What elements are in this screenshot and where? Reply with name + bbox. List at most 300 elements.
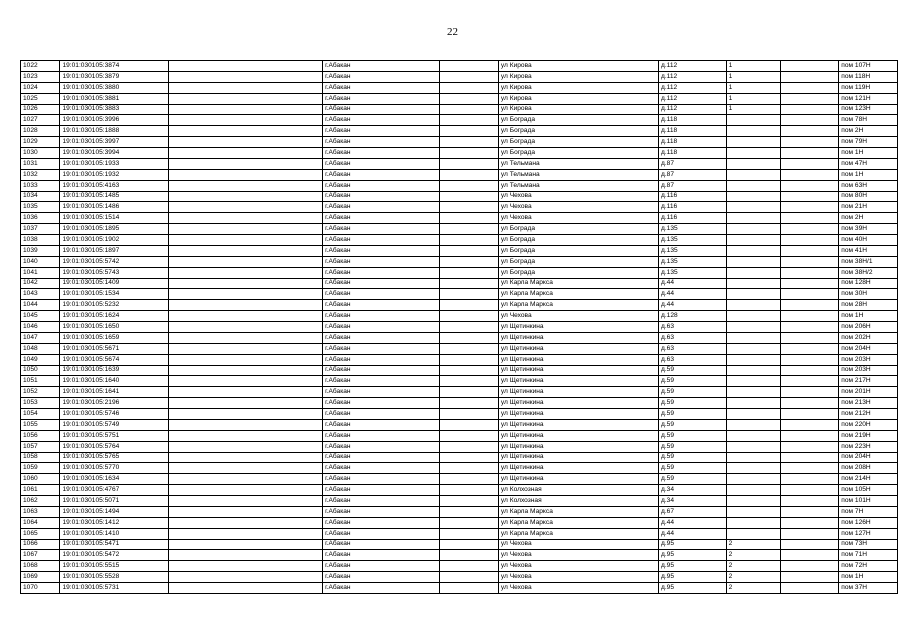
blank-cell-cell — [440, 474, 499, 485]
blank-cell-cell — [168, 126, 322, 137]
street-cell: ул Кирова — [498, 61, 658, 72]
blank-cell-cell — [440, 485, 499, 496]
building-cell: 1 — [726, 93, 780, 104]
table-row — [21, 496, 898, 507]
house-cell: д.118 — [658, 148, 726, 159]
city-cell: г.Абакан — [323, 332, 440, 343]
blank-cell-cell — [780, 485, 839, 496]
premises-cell: пом 219Н — [839, 430, 898, 441]
blank-cell-cell — [780, 365, 839, 376]
building-cell — [726, 256, 780, 267]
blank-cell-cell — [440, 463, 499, 474]
street-cell: ул Тельмана — [498, 169, 658, 180]
blank-cell-cell — [168, 419, 322, 430]
blank-cell-cell — [168, 539, 322, 550]
blank-cell-cell — [168, 61, 322, 72]
blank-cell-cell — [168, 322, 322, 333]
street-cell: ул Щетинкина — [498, 376, 658, 387]
city-cell: г.Абакан — [323, 419, 440, 430]
blank-cell-cell — [440, 311, 499, 322]
blank-cell-cell — [440, 224, 499, 235]
row-number-cell: 1043 — [21, 289, 60, 300]
cadastral-number-cell: 19:01:030105:1494 — [60, 506, 168, 517]
cadastral-number-cell: 19:01:030105:5751 — [60, 430, 168, 441]
blank-cell-cell — [780, 506, 839, 517]
blank-cell-cell — [780, 82, 839, 93]
blank-cell-cell — [440, 235, 499, 246]
blank-cell-cell — [168, 506, 322, 517]
premises-cell: пом 126Н — [839, 517, 898, 528]
blank-cell-cell — [168, 485, 322, 496]
premises-cell: пом 72Н — [839, 561, 898, 572]
street-cell: ул Карла Маркса — [498, 506, 658, 517]
table-row — [21, 224, 898, 235]
cadastral-number-cell: 19:01:030105:5674 — [60, 354, 168, 365]
building-cell — [726, 496, 780, 507]
blank-cell-cell — [440, 528, 499, 539]
blank-cell-cell — [168, 354, 322, 365]
house-cell: д.116 — [658, 202, 726, 213]
blank-cell-cell — [168, 343, 322, 354]
blank-cell-cell — [440, 332, 499, 343]
city-cell: г.Абакан — [323, 104, 440, 115]
house-cell: д.59 — [658, 409, 726, 420]
premises-cell: пом 80Н — [839, 191, 898, 202]
house-cell: д.135 — [658, 245, 726, 256]
city-cell: г.Абакан — [323, 485, 440, 496]
street-cell: ул Тельмана — [498, 180, 658, 191]
building-cell — [726, 115, 780, 126]
building-cell: 1 — [726, 104, 780, 115]
row-number-cell: 1030 — [21, 148, 60, 159]
table-row — [21, 322, 898, 333]
blank-cell-cell — [780, 115, 839, 126]
building-cell — [726, 506, 780, 517]
blank-cell-cell — [168, 409, 322, 420]
blank-cell-cell — [780, 322, 839, 333]
premises-cell: пом 71Н — [839, 550, 898, 561]
premises-cell: пом 1Н — [839, 169, 898, 180]
row-number-cell: 1032 — [21, 169, 60, 180]
blank-cell-cell — [780, 387, 839, 398]
row-number-cell: 1026 — [21, 104, 60, 115]
house-cell: д.128 — [658, 311, 726, 322]
building-cell — [726, 267, 780, 278]
blank-cell-cell — [168, 528, 322, 539]
cadastral-number-cell: 19:01:030105:1650 — [60, 322, 168, 333]
blank-cell-cell — [440, 180, 499, 191]
street-cell: ул Чехова — [498, 572, 658, 583]
cadastral-number-cell: 19:01:030105:5071 — [60, 496, 168, 507]
city-cell: г.Абакан — [323, 583, 440, 594]
blank-cell-cell — [440, 289, 499, 300]
blank-cell-cell — [780, 354, 839, 365]
blank-cell-cell — [780, 517, 839, 528]
building-cell — [726, 311, 780, 322]
premises-cell: пом 30Н — [839, 289, 898, 300]
premises-cell: пом 63Н — [839, 180, 898, 191]
table-row — [21, 61, 898, 72]
building-cell — [726, 485, 780, 496]
city-cell: г.Абакан — [323, 561, 440, 572]
street-cell: ул Щетинкина — [498, 452, 658, 463]
building-cell — [726, 235, 780, 246]
house-cell: д.59 — [658, 387, 726, 398]
row-number-cell: 1056 — [21, 430, 60, 441]
table-row — [21, 463, 898, 474]
street-cell: ул Кирова — [498, 104, 658, 115]
city-cell: г.Абакан — [323, 387, 440, 398]
blank-cell-cell — [780, 148, 839, 159]
building-cell: 2 — [726, 583, 780, 594]
premises-cell: пом 118Н — [839, 71, 898, 82]
city-cell: г.Абакан — [323, 224, 440, 235]
premises-cell: пом 220Н — [839, 419, 898, 430]
house-cell: д.118 — [658, 115, 726, 126]
cadastral-number-cell: 19:01:030105:3994 — [60, 148, 168, 159]
city-cell: г.Абакан — [323, 496, 440, 507]
blank-cell-cell — [780, 550, 839, 561]
blank-cell-cell — [440, 506, 499, 517]
house-cell: д.118 — [658, 137, 726, 148]
table-row — [21, 441, 898, 452]
row-number-cell: 1041 — [21, 267, 60, 278]
premises-cell: пом 73Н — [839, 539, 898, 550]
row-number-cell: 1024 — [21, 82, 60, 93]
city-cell: г.Абакан — [323, 213, 440, 224]
blank-cell-cell — [168, 93, 322, 104]
house-cell: д.34 — [658, 485, 726, 496]
table-row — [21, 365, 898, 376]
cadastral-number-cell: 19:01:030105:2196 — [60, 398, 168, 409]
city-cell: г.Абакан — [323, 441, 440, 452]
building-cell: 1 — [726, 71, 780, 82]
city-cell: г.Абакан — [323, 256, 440, 267]
street-cell: ул Щетинкина — [498, 365, 658, 376]
house-cell: д.135 — [658, 267, 726, 278]
city-cell: г.Абакан — [323, 126, 440, 137]
blank-cell-cell — [168, 387, 322, 398]
blank-cell-cell — [780, 169, 839, 180]
table-row — [21, 93, 898, 104]
row-number-cell: 1050 — [21, 365, 60, 376]
blank-cell-cell — [780, 398, 839, 409]
row-number-cell: 1054 — [21, 409, 60, 420]
cadastral-number-cell: 19:01:030105:1514 — [60, 213, 168, 224]
table-row — [21, 354, 898, 365]
city-cell: г.Абакан — [323, 115, 440, 126]
row-number-cell: 1053 — [21, 398, 60, 409]
building-cell — [726, 419, 780, 430]
blank-cell-cell — [780, 224, 839, 235]
premises-cell: пом 2Н — [839, 213, 898, 224]
premises-cell: пом 201Н — [839, 387, 898, 398]
blank-cell-cell — [780, 245, 839, 256]
blank-cell-cell — [440, 583, 499, 594]
blank-cell-cell — [780, 61, 839, 72]
cadastral-number-cell: 19:01:030105:5743 — [60, 267, 168, 278]
cadastral-number-cell: 19:01:030105:1932 — [60, 169, 168, 180]
building-cell — [726, 191, 780, 202]
street-cell: ул Колхозная — [498, 485, 658, 496]
street-cell: ул Щетинкина — [498, 409, 658, 420]
row-number-cell: 1022 — [21, 61, 60, 72]
cadastral-number-cell: 19:01:030105:5765 — [60, 452, 168, 463]
house-cell: д.95 — [658, 539, 726, 550]
blank-cell-cell — [440, 387, 499, 398]
blank-cell-cell — [168, 245, 322, 256]
premises-cell: пом 128Н — [839, 278, 898, 289]
city-cell: г.Абакан — [323, 235, 440, 246]
house-cell: д.135 — [658, 224, 726, 235]
building-cell: 2 — [726, 561, 780, 572]
blank-cell-cell — [780, 539, 839, 550]
blank-cell-cell — [168, 104, 322, 115]
premises-cell: пом 119Н — [839, 82, 898, 93]
blank-cell-cell — [440, 398, 499, 409]
street-cell: ул Щетинкина — [498, 387, 658, 398]
street-cell: ул Кирова — [498, 82, 658, 93]
premises-cell: пом 1Н — [839, 572, 898, 583]
city-cell: г.Абакан — [323, 93, 440, 104]
house-cell: д.95 — [658, 583, 726, 594]
city-cell: г.Абакан — [323, 148, 440, 159]
house-cell: д.87 — [658, 180, 726, 191]
blank-cell-cell — [168, 158, 322, 169]
cadastral-number-cell: 19:01:030105:4163 — [60, 180, 168, 191]
building-cell — [726, 398, 780, 409]
premises-cell: пом 206Н — [839, 322, 898, 333]
street-cell: ул Чехова — [498, 539, 658, 550]
building-cell — [726, 343, 780, 354]
table-row — [21, 430, 898, 441]
blank-cell-cell — [780, 278, 839, 289]
blank-cell-cell — [440, 82, 499, 93]
row-number-cell: 1038 — [21, 235, 60, 246]
house-cell: д.44 — [658, 517, 726, 528]
street-cell: ул Бограда — [498, 267, 658, 278]
premises-cell: пом 79Н — [839, 137, 898, 148]
table-row — [21, 539, 898, 550]
premises-cell: пом 37Н — [839, 583, 898, 594]
table-row — [21, 452, 898, 463]
premises-cell: пом 203Н — [839, 354, 898, 365]
blank-cell-cell — [440, 278, 499, 289]
city-cell: г.Абакан — [323, 267, 440, 278]
blank-cell-cell — [780, 104, 839, 115]
table-row — [21, 528, 898, 539]
registry-body — [21, 61, 898, 594]
building-cell: 1 — [726, 82, 780, 93]
premises-cell: пом 39Н — [839, 224, 898, 235]
building-cell — [726, 387, 780, 398]
cadastral-number-cell: 19:01:030105:1641 — [60, 387, 168, 398]
registry-table — [20, 60, 898, 594]
blank-cell-cell — [440, 213, 499, 224]
row-number-cell: 1048 — [21, 343, 60, 354]
blank-cell-cell — [168, 550, 322, 561]
building-cell — [726, 332, 780, 343]
table-row — [21, 169, 898, 180]
blank-cell-cell — [780, 180, 839, 191]
building-cell — [726, 158, 780, 169]
blank-cell-cell — [440, 539, 499, 550]
street-cell: ул Щетинкина — [498, 441, 658, 452]
blank-cell-cell — [780, 430, 839, 441]
house-cell: д.116 — [658, 191, 726, 202]
blank-cell-cell — [168, 463, 322, 474]
premises-cell: пом 127Н — [839, 528, 898, 539]
city-cell: г.Абакан — [323, 354, 440, 365]
blank-cell-cell — [780, 583, 839, 594]
house-cell: д.34 — [658, 496, 726, 507]
blank-cell-cell — [168, 441, 322, 452]
table-row — [21, 191, 898, 202]
blank-cell-cell — [168, 332, 322, 343]
building-cell — [726, 430, 780, 441]
premises-cell: пом 40Н — [839, 235, 898, 246]
premises-cell: пом 121Н — [839, 93, 898, 104]
street-cell: ул Щетинкина — [498, 463, 658, 474]
cadastral-number-cell: 19:01:030105:3880 — [60, 82, 168, 93]
building-cell — [726, 409, 780, 420]
blank-cell-cell — [440, 300, 499, 311]
building-cell — [726, 213, 780, 224]
premises-cell: пом 38Н/2 — [839, 267, 898, 278]
row-number-cell: 1027 — [21, 115, 60, 126]
street-cell: ул Чехова — [498, 583, 658, 594]
building-cell — [726, 452, 780, 463]
building-cell — [726, 278, 780, 289]
row-number-cell: 1064 — [21, 517, 60, 528]
cadastral-number-cell: 19:01:030105:5770 — [60, 463, 168, 474]
row-number-cell: 1035 — [21, 202, 60, 213]
premises-cell: пом 107Н — [839, 61, 898, 72]
cadastral-number-cell: 19:01:030105:1634 — [60, 474, 168, 485]
blank-cell-cell — [780, 93, 839, 104]
house-cell: д.135 — [658, 235, 726, 246]
cadastral-number-cell: 19:01:030105:1486 — [60, 202, 168, 213]
blank-cell-cell — [780, 191, 839, 202]
blank-cell-cell — [440, 419, 499, 430]
building-cell — [726, 148, 780, 159]
row-number-cell: 1033 — [21, 180, 60, 191]
house-cell: д.59 — [658, 419, 726, 430]
cadastral-number-cell: 19:01:030105:1412 — [60, 517, 168, 528]
cadastral-number-cell: 19:01:030105:5671 — [60, 343, 168, 354]
premises-cell: пом 1Н — [839, 311, 898, 322]
table-row — [21, 409, 898, 420]
cadastral-number-cell: 19:01:030105:5232 — [60, 300, 168, 311]
cadastral-number-cell: 19:01:030105:5731 — [60, 583, 168, 594]
cadastral-number-cell: 19:01:030105:1485 — [60, 191, 168, 202]
street-cell: ул Бограда — [498, 148, 658, 159]
street-cell: ул Бограда — [498, 235, 658, 246]
cadastral-number-cell: 19:01:030105:1409 — [60, 278, 168, 289]
blank-cell-cell — [780, 419, 839, 430]
table-row — [21, 300, 898, 311]
row-number-cell: 1025 — [21, 93, 60, 104]
building-cell: 1 — [726, 61, 780, 72]
table-row — [21, 148, 898, 159]
row-number-cell: 1060 — [21, 474, 60, 485]
premises-cell: пом 217Н — [839, 376, 898, 387]
blank-cell-cell — [168, 82, 322, 93]
blank-cell-cell — [168, 278, 322, 289]
blank-cell-cell — [168, 256, 322, 267]
blank-cell-cell — [168, 430, 322, 441]
street-cell: ул Щетинкина — [498, 332, 658, 343]
blank-cell-cell — [780, 409, 839, 420]
cadastral-number-cell: 19:01:030105:5472 — [60, 550, 168, 561]
row-number-cell: 1045 — [21, 311, 60, 322]
premises-cell: пом 208Н — [839, 463, 898, 474]
house-cell: д.67 — [658, 506, 726, 517]
house-cell: д.59 — [658, 398, 726, 409]
cadastral-number-cell: 19:01:030105:1897 — [60, 245, 168, 256]
cadastral-number-cell: 19:01:030105:3996 — [60, 115, 168, 126]
cadastral-number-cell: 19:01:030105:1640 — [60, 376, 168, 387]
blank-cell-cell — [440, 365, 499, 376]
city-cell: г.Абакан — [323, 289, 440, 300]
premises-cell: пом 7Н — [839, 506, 898, 517]
blank-cell-cell — [168, 517, 322, 528]
table-row — [21, 474, 898, 485]
house-cell: д.63 — [658, 354, 726, 365]
row-number-cell: 1061 — [21, 485, 60, 496]
blank-cell-cell — [168, 224, 322, 235]
house-cell: д.112 — [658, 82, 726, 93]
table-row — [21, 485, 898, 496]
street-cell: ул Бограда — [498, 137, 658, 148]
building-cell: 2 — [726, 572, 780, 583]
building-cell — [726, 224, 780, 235]
blank-cell-cell — [780, 343, 839, 354]
premises-cell: пом 202Н — [839, 332, 898, 343]
building-cell — [726, 289, 780, 300]
table-row — [21, 82, 898, 93]
city-cell: г.Абакан — [323, 191, 440, 202]
city-cell: г.Абакан — [323, 463, 440, 474]
table-row — [21, 343, 898, 354]
city-cell: г.Абакан — [323, 202, 440, 213]
city-cell: г.Абакан — [323, 82, 440, 93]
blank-cell-cell — [168, 180, 322, 191]
blank-cell-cell — [440, 169, 499, 180]
blank-cell-cell — [440, 256, 499, 267]
house-cell: д.59 — [658, 365, 726, 376]
premises-cell: пом 214Н — [839, 474, 898, 485]
blank-cell-cell — [440, 93, 499, 104]
building-cell — [726, 322, 780, 333]
blank-cell-cell — [440, 202, 499, 213]
blank-cell-cell — [168, 148, 322, 159]
blank-cell-cell — [168, 202, 322, 213]
street-cell: ул Чехова — [498, 550, 658, 561]
blank-cell-cell — [440, 517, 499, 528]
premises-cell: пом 28Н — [839, 300, 898, 311]
street-cell: ул Бограда — [498, 115, 658, 126]
blank-cell-cell — [780, 300, 839, 311]
premises-cell: пом 101Н — [839, 496, 898, 507]
blank-cell-cell — [440, 158, 499, 169]
blank-cell-cell — [780, 528, 839, 539]
cadastral-number-cell: 19:01:030105:1888 — [60, 126, 168, 137]
house-cell: д.59 — [658, 463, 726, 474]
blank-cell-cell — [780, 376, 839, 387]
house-cell: д.44 — [658, 278, 726, 289]
building-cell — [726, 441, 780, 452]
